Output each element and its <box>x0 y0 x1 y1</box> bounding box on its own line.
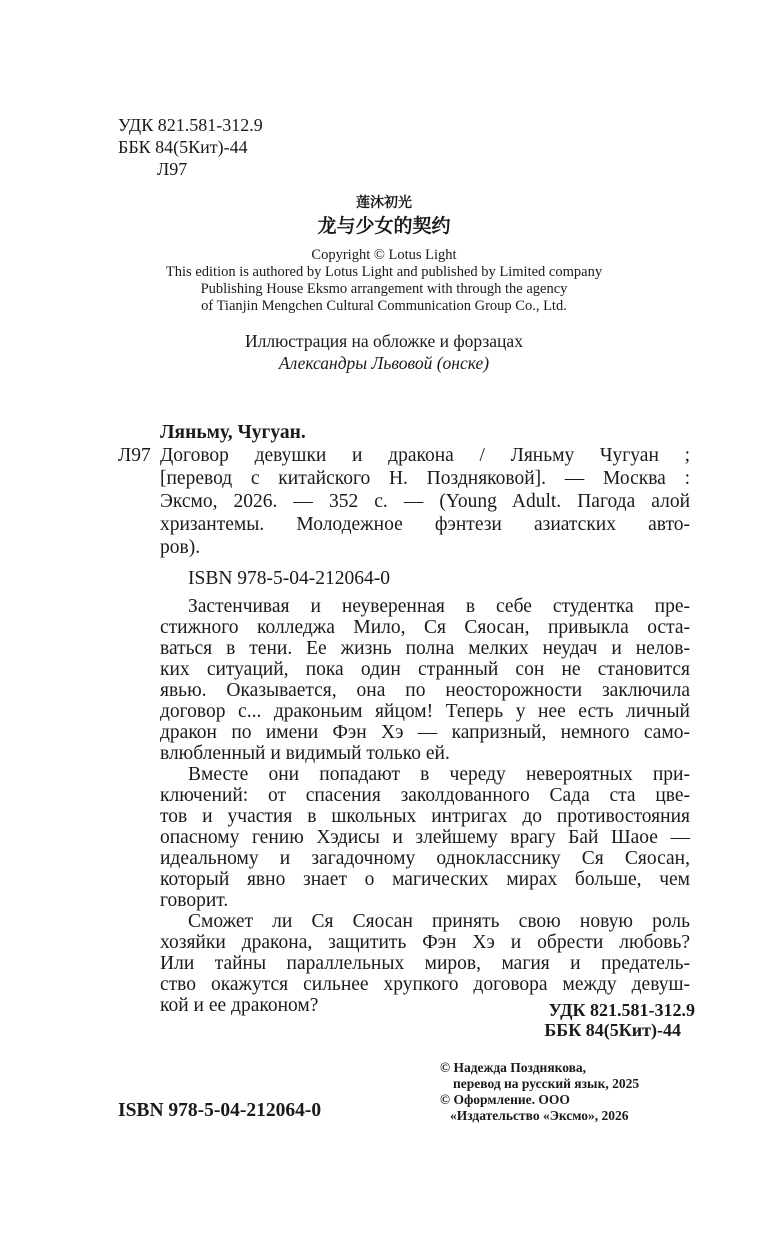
text-line: опасному гению Хэдисы и злейшему врагу Бай Шаое — <box>160 827 690 848</box>
text-line: ров). <box>160 537 201 558</box>
biblio-author: Ляньму, Чугуан. <box>160 422 306 443</box>
copyright-line: of Tianjin Mengchen Cultural Communication Group Co., Ltd. <box>201 298 567 314</box>
text-line: Или тайны параллельных миров, магия и предатель- <box>160 953 690 974</box>
text-line: кой и ее драконом? <box>160 995 319 1016</box>
isbn-bottom: ISBN 978-5-04-212064-0 <box>118 1100 322 1121</box>
udk-code: УДК 821.581-312.9 <box>118 115 263 135</box>
copyright-line: Publishing House Eksmo arrangement with through the agency <box>200 281 568 297</box>
bbk-code: ББК 84(5Кит)-44 <box>118 137 248 157</box>
text-line: стижного колледжа Мило, Ся Сяосан, привыкла оста- <box>160 617 690 638</box>
chinese-title: 龙与少女的契约 <box>317 215 451 237</box>
text-line: хризантемы. Молодежное фэнтези азиатских авто- <box>160 514 690 535</box>
text-line: ключений: от спасения заколдованного Сада ста цве- <box>160 785 690 806</box>
text-line: ство окажутся сильнее хрупкого договора между девуш- <box>160 974 690 995</box>
rights-publisher: «Издательство «Эксмо», 2026 <box>450 1108 629 1123</box>
illustration-credit: Иллюстрация на обложке и форзацах <box>245 331 523 351</box>
text-line: явью. Оказывается, она по неосторожности заключила <box>160 680 690 701</box>
text-line: Договор девушки и дракона / Ляньму Чугуан ; <box>160 445 690 466</box>
rights-translator: © Надежда Позднякова, <box>440 1060 587 1075</box>
chinese-author: 莲沐初光 <box>356 195 412 211</box>
text-line: Эксмо, 2026. — 352 с. — (Young Adult. Пагода алой <box>160 491 690 512</box>
author-mark: Л97 <box>157 159 188 179</box>
illustrator-name: Александры Львовой (онске) <box>278 353 490 373</box>
text-line: тов и участия в школьных интригах до противостояния <box>160 806 690 827</box>
bottom-bbk: ББК 84(5Кит)-44 <box>544 1020 681 1040</box>
text-line: Сможет ли Ся Сяосан принять свою новую роль <box>188 911 690 932</box>
text-line: ких ситуаций, пока один странный сон не становится <box>160 659 690 680</box>
bottom-udk: УДК 821.581-312.9 <box>548 1000 695 1020</box>
text-line: который явно знает о магических мирах больше, чем <box>160 869 690 890</box>
text-line: договор с... драконьим яйцом! Теперь у нее есть личный <box>160 701 690 722</box>
text-line: влюбленный и видимый только ей. <box>160 743 450 764</box>
copyright-line: This edition is authored by Lotus Light and published by Limited company <box>165 264 603 280</box>
text-line: [перевод с китайского Н. Поздняковой]. — Москва : <box>160 468 690 489</box>
rights-design: © Оформление. ООО <box>440 1092 570 1107</box>
text-line: Застенчивая и неуверенная в себе студентка пре- <box>188 596 690 617</box>
text-line: ваться в тени. Ее жизнь полна мелких неудач и нелов- <box>160 638 690 659</box>
text-line: говорит. <box>160 890 229 911</box>
biblio-mark: Л97 <box>118 445 151 466</box>
copyright-line: Copyright © Lotus Light <box>311 247 457 263</box>
text-line: Вместе они попадают в череду невероятных при- <box>188 764 690 785</box>
biblio-isbn: ISBN 978-5-04-212064-0 <box>188 568 391 589</box>
text-line: дракон по имени Фэн Хэ — капризный, немного само- <box>160 722 690 743</box>
rights-translation: перевод на русский язык, 2025 <box>453 1076 640 1091</box>
text-line: идеальному и загадочному однокласснику Ся Сяосан, <box>160 848 690 869</box>
text-line: хозяйки дракона, защитить Фэн Хэ и обрести любовь? <box>160 932 690 953</box>
